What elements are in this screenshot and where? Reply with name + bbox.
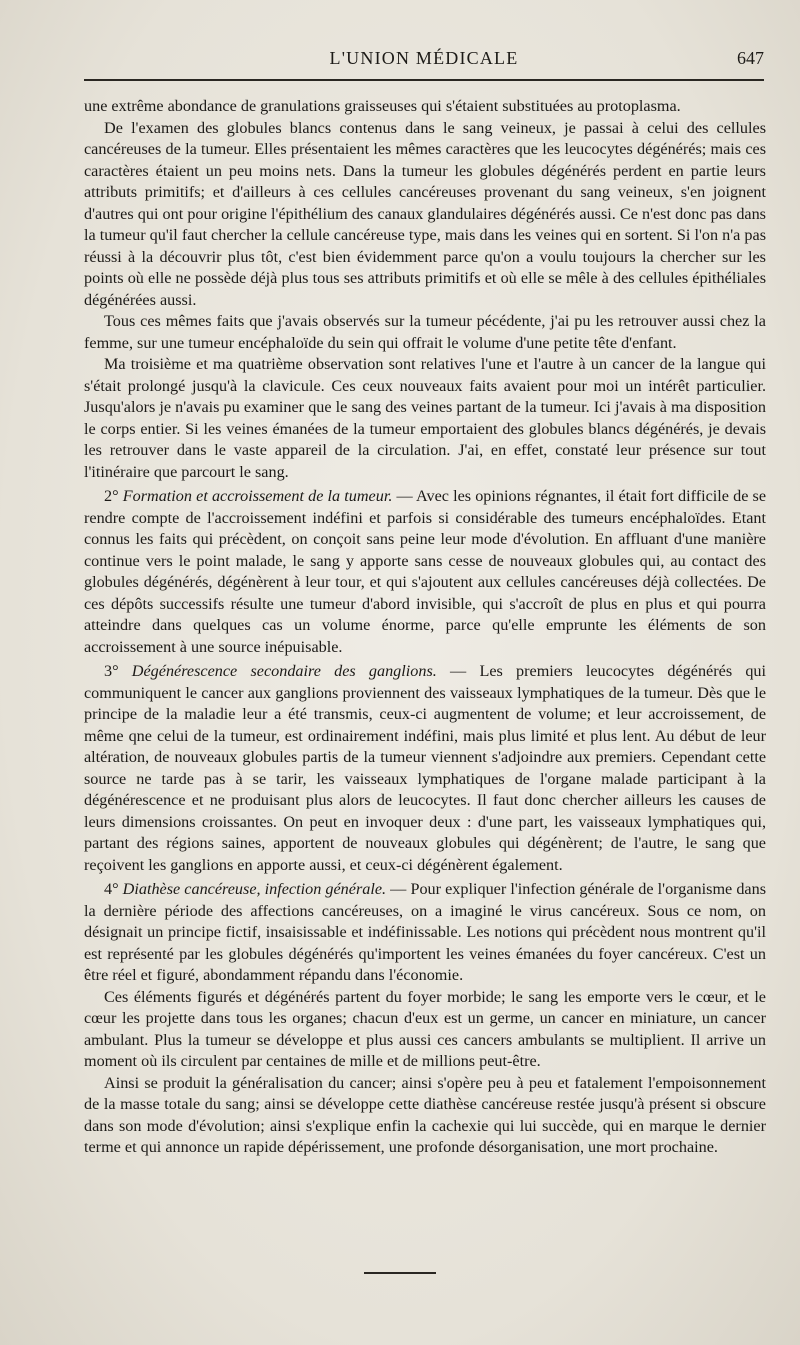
section-text: Pour expliquer l'infection générale de l'organisme dans la dernière période des affections cancéreuses, on a imaginé le virus cancéreux. Sous ce nom, on désignait un principe fictif, insaisissable et indéfinissable. Les notions qui précèdent nous montrent qu'il est représenté par les globules dégénérés qu'importent les veines émanées du foyer cancéreux. C'est un être réel et figuré, abondamment répandu dans l'économie. bbox=[84, 880, 766, 984]
article-body bbox=[84, 96, 766, 1159]
section-text: Avec les opinions régnantes, il était fort difficile de se rendre compte de l'accroissement indéfini et parfois si considérable des tumeurs encéphaloïdes. Etant connus les faits qui précèdent, on conçoit sans peine leur mode d'évolution. En affluant d'une manière continue vers le point malade, le sang y apporte sans cesse de nouveaux globules qui, au contact des globules dégénérés, dégénèrent à leur tour, et qui s'ajoutent aux cellules cancéreuses déjà collectées. De ces dépôts successifs résulte une tumeur d'abord invisible, qui s'accroît de plus en plus et qui pourra atteindre dans quelques cas un volume énorme, parce qu'elle emprunte les éléments de son accroissement à une source inépuisable. bbox=[84, 487, 767, 656]
running-title: L'UNION MÉDICALE bbox=[329, 48, 519, 68]
page-number: 647 bbox=[737, 48, 764, 68]
end-rule bbox=[364, 1272, 436, 1274]
section-dash: — bbox=[386, 880, 411, 898]
paragraph: Ma troisième et ma quatrième observation sont relatives l'une et l'autre à un cancer de la langue qui s'était prolongé jusqu'à la clavicule. Ces ceux nouveaux faits avaient pour moi un intérêt particulier. Jusqu'alors je n'avais pu examiner que le sang des veines partant de la tumeur. Ici j'avais à ma disposition le corps entier. Si les veines émanées de la tumeur emportaient des globules blancs dégénérés, je devais les retrouver dans le vaste appareil de la circulation. J'ai, en effet, constaté leur présence sur tout l'itinéraire que parcourt le sang. bbox=[84, 355, 766, 481]
section-dash: — bbox=[392, 487, 416, 505]
page-header bbox=[84, 44, 764, 78]
paragraph: Ces éléments figurés et dégénérés partent du foyer morbide; le sang les emporte vers le cœur, et le cœur les projette dans tous les organes; chacun d'eux est un germe, un cancer en miniature, un cancer ambulant. Plus la tumeur se développe et plus aussi ces cancers ambulants se multiplient. Il arrive un moment où ils circulent par centaines de mille et de millions peut-être. bbox=[84, 987, 766, 1070]
section-heading: Formation et accroissement de la tumeur. bbox=[122, 487, 393, 505]
section-degenerescence bbox=[84, 661, 766, 876]
section-number: 2° bbox=[104, 487, 119, 505]
paragraph: Tous ces mêmes faits que j'avais observés sur la tumeur pécédente, j'ai pu les retrouver aussi chez la femme, sur une tumeur encéphaloïde du sein qui offrait le volume d'une petite tête d'enfant. bbox=[84, 312, 766, 352]
section-dash: — bbox=[436, 662, 480, 680]
section-diathese bbox=[84, 879, 766, 987]
paragraph: Ainsi se produit la généralisation du cancer; ainsi s'opère peu à peu et fatalement l'empoisonnement de la masse totale du sang; ainsi se développe cette diathèse cancéreuse restée jusqu'à présent si obscure dans son mode d'évolution; ainsi s'explique enfin la cachexie qui lui succède, qui en marque le dernier terme et qui annonce un rapide dépérissement, une profonde désorganisation, une mort prochaine. bbox=[84, 1073, 766, 1156]
section-heading: Diathèse cancéreuse, infection générale. bbox=[122, 880, 387, 898]
section-number: 3° bbox=[104, 662, 119, 680]
section-formation bbox=[84, 486, 766, 658]
header-rule bbox=[84, 79, 764, 81]
section-heading: Dégénérescence secondaire des ganglions. bbox=[131, 662, 437, 680]
paragraph: De l'examen des globules blancs contenus dans le sang veineux, je passai à celui des cellules cancéreuses de la tumeur. Elles présentaient les mêmes caractères que les leucocytes dégénérés; mais ces caractères étaient un peu moins nets. Dans la tumeur les globules dégénérés perdent en partie leurs attributs primitifs; et d'ailleurs à ces cellules cancéreuses provenant du sang veineux, s'en joignent d'autres qui ont pour origine l'épithélium des canaux glandulaires dégénérés aussi. Ce n'est donc pas dans la tumeur qu'il faut chercher la cellule cancéreuse type, mais dans les veines qui en sortent. Si l'on n'a pas réussi à la découvrir plus tôt, c'est bien évidemment parce qu'on a voulu toujours la chercher sur les points où elle ne possède déjà plus tous ses attributs primitifs et où elle se mêle à des cellules épithéliales dégénérées aussi. bbox=[84, 118, 766, 309]
paragraph-continuation: une extrême abondance de granulations graisseuses qui s'étaient substituées au protoplasma. bbox=[84, 97, 681, 115]
section-number: 4° bbox=[104, 880, 119, 898]
section-text: Les premiers leucocytes dégénérés qui communiquent le cancer aux ganglions proviennent des vaisseaux lymphatiques de la tumeur. Dès que le principe de la maladie leur a été transmis, ceux-ci augmentent de volume; et leur accroissement, de même qne celui de la tumeur, est ordinairement indéfini, mais plus limité et plus lent. Au début de leur altération, de nouveaux globules partis de la tumeur viennent s'adjoindre aux premiers. Cependant cette source ne tarde pas à se tarir, les vaisseaux lymphatiques de l'organe malade participant à la dégénérescence et ne produisant plus alors de leucocytes. Il faut donc chercher ailleurs les causes de leurs dimensions croissantes. On peut en invoquer deux : d'une part, les vaisseaux lymphatiques qui, partant des régions saines, apportent de nouveaux globules qui dégénèrent; de l'autre, le sang que reçoivent les ganglions en apporte aussi, et ceux-ci dégénèrent également. bbox=[84, 662, 767, 874]
